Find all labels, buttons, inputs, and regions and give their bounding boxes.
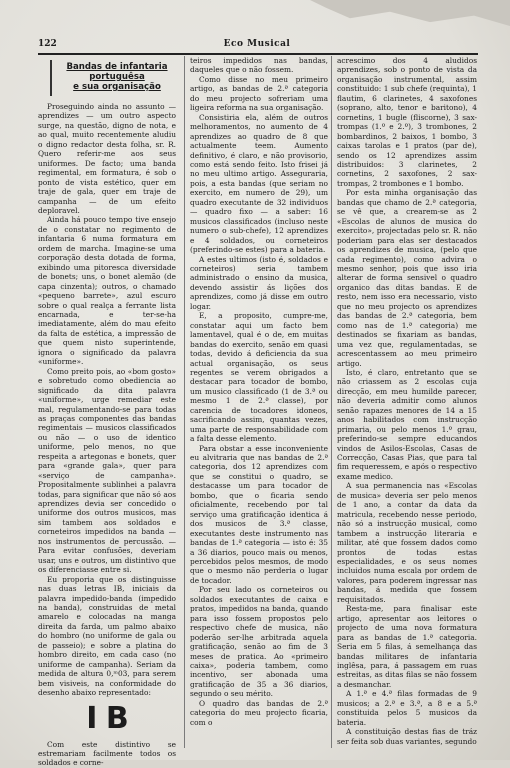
column-3 <box>337 56 477 746</box>
column-divider <box>184 56 185 748</box>
article-title-line-1: Bandas de infantaria portuguêsa <box>66 62 168 82</box>
paragraph: A 1.ª e 4.ª filas formadas de 9 musicos; a 2.ª e 3.ª, a 8 e a 5.ª constituida pelos 5 musicos da bateria. <box>337 689 477 727</box>
column-divider <box>331 56 332 748</box>
header-rule <box>38 53 478 55</box>
ib-badge: I B <box>86 700 128 736</box>
paragraph: Com este distintivo se estremariam facilmente todos os soldados e corne- <box>38 739 176 768</box>
paragraph: acrescimo dos 4 aludidos aprendizes, sob o ponto de vista da organisação instrumental, assim constituido: 1 sub chefe (requinta), 1 flautim, 6 clarinetes, 4 saxofones (soprano, alto, tenor e baritono), 4 cornetins, 1 bugle (fliscorne), 3 sax-trompas (1.º e 2.º), 3 trombones, 2 bombardinos, 2 baixos, 1 bombo, 3 caixas tarolas e 1 pratos (par de), sendo os 12 aprendizes assim distribuidos: 3 clarinetes, 2 cornetins, 2 saxofones, 2 sax-trompas, 2 trombones e 1 bombo. <box>337 56 477 188</box>
paragraph: Resta-me, para finalisar este artigo, apresentar aos leitores o projecto de uma nova formatura para as bandas de 1.ª categoria. Seria em 5 filas, á semelhança das bandas militares de infantaria inglêsa, para, á passagem em ruas estreitas, as ditas filas se não fossem a desmanchar. <box>337 604 477 689</box>
column-2 <box>190 56 328 746</box>
article-title <box>50 60 176 96</box>
article-title-line-2: e sua organisação <box>73 82 161 92</box>
paragraph: Ainda há pouco tempo tive ensejo de o constatar no regimento de infantaria 6 numa formatura em ordem de marcha. Imagine-se uma corporação desta dotada de forma, exibindo uma pitoresca diversidade de bonets; uns, o bonet alemão (de capa cinzenta); outros, o chamado «pequeno barrete», azul escuro sobre o qual realça a ferrante lista encarnada, e ter-se-ha imediatamente, além do mau efeito da falta de estética, a impressão de que quem nisto superintende, ignora o significado da palavra «uniforme». <box>38 215 176 367</box>
page-header <box>38 39 476 51</box>
paragraph: A sua permanencia nas «Escolas de musica» deveria ser pelo menos de 1 ano, a contar da data da matricula, recebendo nesse periodo, não só a instrucção musical, como tambem a instrucção literaria e militar, até que fossem dados como prontos de todas estas especialidades, e os seus nomes incluidos numa escala por ordem de valores, para poderem ingressar nas bandas, á medida que fossem requisitados. <box>337 481 477 604</box>
column-1 <box>38 56 176 768</box>
paragraph: Isto, é claro, entretanto que se não criassem as 2 escolas cuja direcção, em meu humilde parecer, não deveria admitir como alunos senão rapazes menores de 14 a 15 anos habilitados com instrucção primaria, ou pelo menos 1.º grau, preferindo-se sempre educandos vindos de Asilos-Escolas, Casas de Correcção, Casas Pias, que para tal fim requeressem, e após o respectivo exame medico. <box>337 367 477 481</box>
magazine-title: Eco Musical <box>223 39 291 49</box>
paragraph: Para obstar a esse inconveniente eu alvitraria que nas bandas de 2.ª categoria, dos 12 aprendizes com que se constitui o quadro, se destacasse um para tocador de bombo, que o ficaria sendo oficialmente, recebendo por tal serviço uma gratificação identica á dos musicos de 3.ª classe, executantes deste instrumento nas bandas de 1.ª categoria — isto é: 35 a 36 diarios, pouco mais ou menos, percebidos pelos mesmos, de modo que o mesmo não perderia o lugar de tocador. <box>190 443 328 585</box>
paragraph: Eu proporia que os distinguisse nas duas letras IB, iniciais da palavra impedido-banda (impedido na banda), construidas de metal amarelo e colocadas na manga direita da farda, um palmo abaixo do hombro (no uniforme de gala ou de passeio); e sobre a platina do hombro direito, em cada caso (no uniforme de campanha). Seriam da medida de altura 0,ᵐ03, para serem bem visiveis, na conformidade do desenho abaixo representado: <box>38 574 176 698</box>
paragraph: Como preito pois, ao «bom gosto» e sobretudo como obediencia ao significado da dita palavra «uniforme», urge remediar este mal, regulamentando-se para todas as praças componentes das bandas regimentais — musicos classificados ou não — o uso de identico uniforme, pelo menos, no que respeita a artegonas e bonets, quer para «grande gala», quer para «serviço de campanha». Propositalmente sublinhei a palavra todas, para significar que não só aos aprendizes devia ser concedido o uniforme dos outros musicos, mas sim tambem aos soldados e corneteiros impedidos na banda — nos instrumentos de percussão. — Para evitar confusões, deveriam usar, uns e outros, um distintivo que os diferenciasse entre si. <box>38 366 176 575</box>
paragraph: Por seu lado os corneteiros ou soldados executantes de caixa e pratos, impedidos na banda, quando para isso fossem propostos pelo respectivo chefe de musica, não poderão ser-lhe arbitrada aquela gratificação, senão ao fim de 3 meses de pratica. Ao «primeiro caixa», poderia tambem, como incentivo, ser abonada uma gratificação de 35 a 36 diarios, segundo o seu mérito. <box>190 585 328 699</box>
paragraph: E, a proposito, cumpre-me, constatar aqui um facto bem lamentavel, qual é o de, em muitas bandas do exercito, senão em quasi todas, devido á deficiencia da sua actual organisação, os seus regentes se verem obrigados a destacar para tocador de bombo, um musico classificado (1 de 3.ª ou mesmo 1 de 2.ª classe), por carencia de tocadores idoneos, sacrificando assim, quantas vezes, uma parte de responsabilidade com a falta desse elemento. <box>190 311 328 444</box>
page-number: 122 <box>38 39 57 49</box>
paragraph: O quadro das bandas de 2.ª categoria do meu projecto ficaria, com o <box>190 698 328 727</box>
paragraph: A estes ultimos (isto é, soldados e corneteiros) seria tambem administrado o ensino da musica, devendo assistir ás lições dos aprendizes, como já disse em outro logar. <box>190 254 328 311</box>
paragraph: teiros impedidos nas bandas, daqueles que o não fossem. <box>190 56 328 75</box>
paragraph: Como disse no meu primeiro artigo, as bandas de 2.ª categoria do meu projecto sofreriam uma ligeira reforma na sua organisação. <box>190 74 328 113</box>
paragraph: Consistiria ela, além de outros melhoramentos, no aumento de 4 aprendizes ao quadro de 8 que actualmente teem. Aumento definitivo, é claro, e não provisorio, como está sendo feito. Isto frisei já no meu ultimo artigo. Asseguraria, pois, a esta bandas (que seriam no exercito, em numero de 29), um quadro executante de 32 individuos — quadro fixo — a saber: 16 musicos classificados (incluso neste numero o sub-chefe), 12 aprendizes e 4 soldados, ou corneteiros (preferindo-se estes) para a bateria. <box>190 112 328 255</box>
paragraph: Por esta minha organisação das bandas que chamo de 2.ª categoria, se vê que, a crearem-se as 2 «Escolas de alunos de musica do exercito», projectadas pelo sr. R. não poderiam para elas ser destacados os aprendizes de musica, (pelo que cada regimento), como advira o mesmo senhor, pois que isso iria alterar de forma sensivel o quadro organico das ditas bandas. E de resto, nem isso era necessario, visto que no meu projecto os aprendizes das bandas de 2.ª categoria, bem como nas de 1.ª categoria) me destinados se fixariam as bandas, uma vez que, regulamentadas, se acrescentassem ao meu primeiro artigo. <box>337 188 477 368</box>
torn-edge <box>310 0 510 26</box>
paragraph: A constituição destas fias de tráz ser feita sob duas variantes, segundo <box>337 727 477 746</box>
paragraph: Proseguindo ainda no assunto — aprendizes — um outro aspecto surge, na questão, digno de nota, e ao qual, muito recentemente aludiu o digno redactor desta folha, sr. R. Quero referir-me aos seus uniformes. De facto; uma banda regimental, em formatura, é sob o ponto de vista estético, quer em traje de gala, quer em traje de campanha — de um efeito deploravel. <box>38 102 176 215</box>
